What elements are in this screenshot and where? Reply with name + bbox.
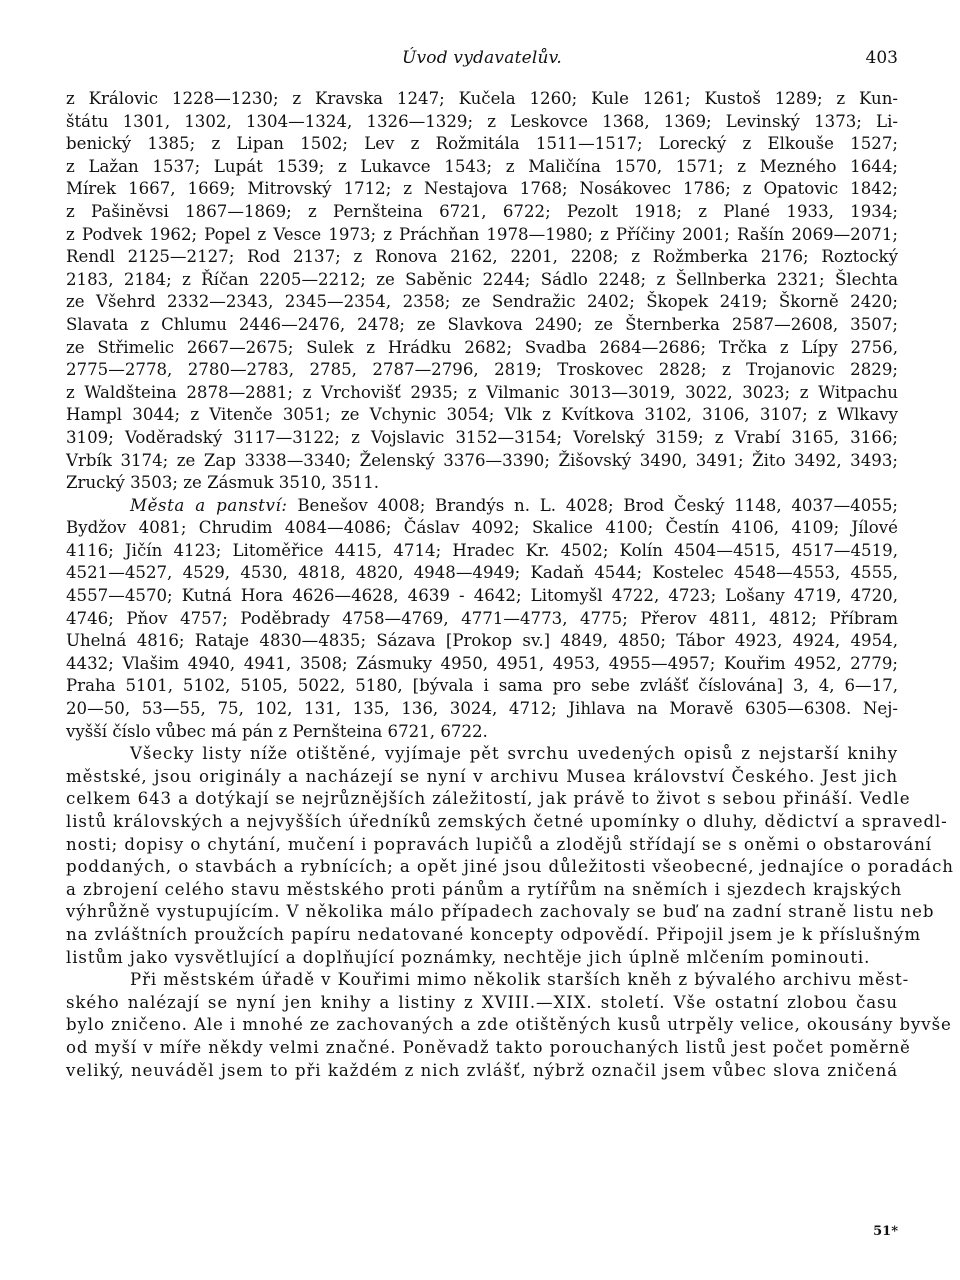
text-line: 20—50, 53—55, 75, 102, 131, 135, 136, 3024, 4712; Jihlava na Moravě 6305—6308. Nej- — [66, 699, 898, 719]
towns-index-block — [66, 495, 898, 744]
text-line: 4746; Pňov 4757; Poděbrady 4758—4769, 4771—4773, 4775; Přerov 4811, 4812; Příbram — [66, 608, 898, 628]
text-line: od myší v míře někdy velmi značné. Poněvadž takto porouchaných listů jest počet poměrně — [66, 1037, 911, 1057]
text-line: ze Střimelic 2667—2675; Sulek z Hrádku 2682; Svadba 2684—2686; Trčka z Lípy 2756, — [66, 337, 898, 357]
text-line: poddaných, o stavbách a rybnících; a opět jiné jsou důležitosti všeobecné, jednajíce o poradách — [66, 857, 954, 877]
text-line: z Královic 1228—1230; z Kravska 1247; Kučela 1260; Kule 1261; Kustoš 1289; z Kun- — [66, 89, 898, 108]
text-line: listům jako vysvětlující a doplňující poznámky, nechtěje jich úplně mlčením pominouti. — [66, 947, 871, 967]
names-index-block — [66, 88, 898, 495]
text-line: městské, jsou originály a nacházejí se nyní v archivu Musea království Českého. Jest jich — [66, 766, 898, 786]
text-line: Vrbík 3174; ze Zap 3338—3340; Želenský 3376—3390; Žišovský 3490, 3491; Žito 3492, 3493; — [66, 450, 898, 470]
text-line: ze Všehrd 2332—2343, 2345—2354, 2358; ze Sendražic 2402; Škopek 2419; Škorně 2420; — [66, 292, 898, 312]
text-line: Všecky listy níže otištěné, vyjímaje pět svrchu uvedených opisů z nejstarší knihy — [130, 744, 898, 764]
text-line: Zrucký 3503; ze Zásmuk 3510, 3511. — [66, 473, 380, 493]
text-line: Mírek 1667, 1669; Mitrovský 1712; z Nestajova 1768; Nosákovec 1786; z Opatovic 1842; — [66, 179, 898, 199]
paragraph-originals — [66, 743, 954, 969]
towns-label: Města a panství: — [130, 495, 288, 515]
body-text — [66, 88, 954, 1082]
page-number: 403 — [865, 48, 898, 68]
text-line: štátu 1301, 1302, 1304—1324, 1326—1329; z Leskovce 1368, 1369; Levinský 1373; Li- — [66, 111, 898, 131]
text-line: vyšší číslo vůbec má pán z Pernšteina 6721, 6722. — [66, 721, 488, 741]
page-header — [66, 48, 898, 88]
text-line: 3109; Voděradský 3117—3122; z Vojslavic 3152—3154; Vorelský 3159; z Vrabí 3165, 3166; — [66, 427, 898, 447]
text-line: z Lažan 1537; Lupát 1539; z Lukavce 1543; z Maličína 1570, 1571; z Mezného 1644; — [66, 156, 898, 176]
text-line: z Pašiněvsi 1867—1869; z Pernšteina 6721, 6722; Pezolt 1918; z Plané 1933, 1934; — [66, 201, 898, 221]
text-line: Slavata z Chlumu 2446—2476, 2478; ze Slavkova 2490; ze Šternberka 2587—2608, 3507; — [66, 314, 898, 334]
text-line: výhrůžně vystupujícím. V několika málo případech zachovaly se buď na zadní straně listu neb — [66, 902, 935, 922]
signature-mark: 51* — [873, 1224, 898, 1239]
text-line: celkem 643 a dotýkají se nejrůznějších záležitostí, jak právě to život s sebou přináší. Vedle — [66, 789, 911, 809]
text-line: z Podvek 1962; Popel z Vesce 1973; z Práchňan 1978—1980; z Příčiny 2001; Rašín 2069—2071; — [66, 224, 898, 244]
towns-first-line: Benešov 4008; Brandýs n. L. 4028; Brod Český 1148, 4037—4055; — [287, 495, 898, 515]
paragraph-archive — [66, 969, 952, 1082]
text-line: z Waldšteina 2878—2881; z Vrchovišť 2935; z Vilmanic 3013—3019, 3022, 3023; z Witpachu — [66, 382, 898, 402]
text-line: nosti; dopisy o chytání, mučení i popravách lupičů a zlodějů střídají se s oněmi o obstarování — [66, 834, 932, 854]
running-head: Úvod vydavatelův. — [401, 48, 563, 68]
text-line: 2775—2778, 2780—2783, 2785, 2787—2796, 2819; Troskovec 2828; z Trojanovic 2829; — [66, 360, 898, 380]
text-line: Hampl 3044; z Vitenče 3051; ze Vchynic 3054; Vlk z Kvítkova 3102, 3106, 3107; z Wlkavy — [66, 405, 898, 425]
text-line: ského nalézají se nyní jen knihy a listiny z XVIII.—XIX. století. Vše ostatní zlobou času — [66, 992, 898, 1012]
text-line: Bydžov 4081; Chrudim 4084—4086; Čáslav 4092; Skalice 4100; Čestín 4106, 4109; Jílové — [66, 518, 898, 538]
text-line: 4116; Jičín 4123; Litoměřice 4415, 4714; Hradec Kr. 4502; Kolín 4504—4515, 4517—4519, — [66, 540, 898, 560]
text-line: Praha 5101, 5102, 5105, 5022, 5180, [bývala i sama pro sebe zvlášť číslována] 3, 4, 6—17, — [66, 676, 898, 696]
book-page — [66, 48, 954, 1268]
text-line: veliký, neuváděl jsem to při každém z nich zvlášť, nýbrž označil jsem vůbec slova zničená — [66, 1060, 898, 1080]
text-line: Uhelná 4816; Rataje 4830—4835; Sázava [Prokop sv.] 4849, 4850; Tábor 4923, 4924, 4954, — [66, 631, 898, 651]
text-line: 2183, 2184; z Říčan 2205—2212; ze Saběnic 2244; Sádlo 2248; z Šellnberka 2321; Šlechta — [66, 269, 898, 289]
text-line: bylo zničeno. Ale i mnohé ze zachovaných a zde otištěných kusů utrpěly velice, okousány byvše — [66, 1015, 952, 1035]
text-line — [66, 495, 898, 518]
text-line: benický 1385; z Lipan 1502; Lev z Rožmitála 1511—1517; Lorecký z Elkouše 1527; — [66, 134, 898, 154]
text-line: 4557—4570; Kutná Hora 4626—4628, 4639 - 4642; Litomyšl 4722, 4723; Lošany 4719, 4720, — [66, 586, 898, 606]
text-line: na zvláštních proužcích papíru nedatované koncepty odpovědí. Připojil jsem je k příslušným — [66, 924, 921, 944]
text-line: listů královských a nejvyšších úředníků zemských četné upomínky o dluhy, dědictví a spravedl- — [66, 812, 948, 831]
text-line: a zbrojení celého stavu městského proti pánům a rytířům na sněmích i sjezdech krajských — [66, 879, 903, 899]
text-line: Rendl 2125—2127; Rod 2137; z Ronova 2162, 2201, 2208; z Rožmberka 2176; Roztocký — [66, 247, 898, 267]
text-line: 4521—4527, 4529, 4530, 4818, 4820, 4948—4949; Kadaň 4544; Kostelec 4548—4553, 4555, — [66, 563, 898, 583]
text-line: Při městském úřadě v Kouřimi mimo několik starších kněh z bývalého archivu měst- — [130, 970, 910, 990]
text-line: 4432; Vlašim 4940, 4941, 3508; Zásmuky 4950, 4951, 4953, 4955—4957; Kouřim 4952, 2779; — [66, 653, 898, 673]
